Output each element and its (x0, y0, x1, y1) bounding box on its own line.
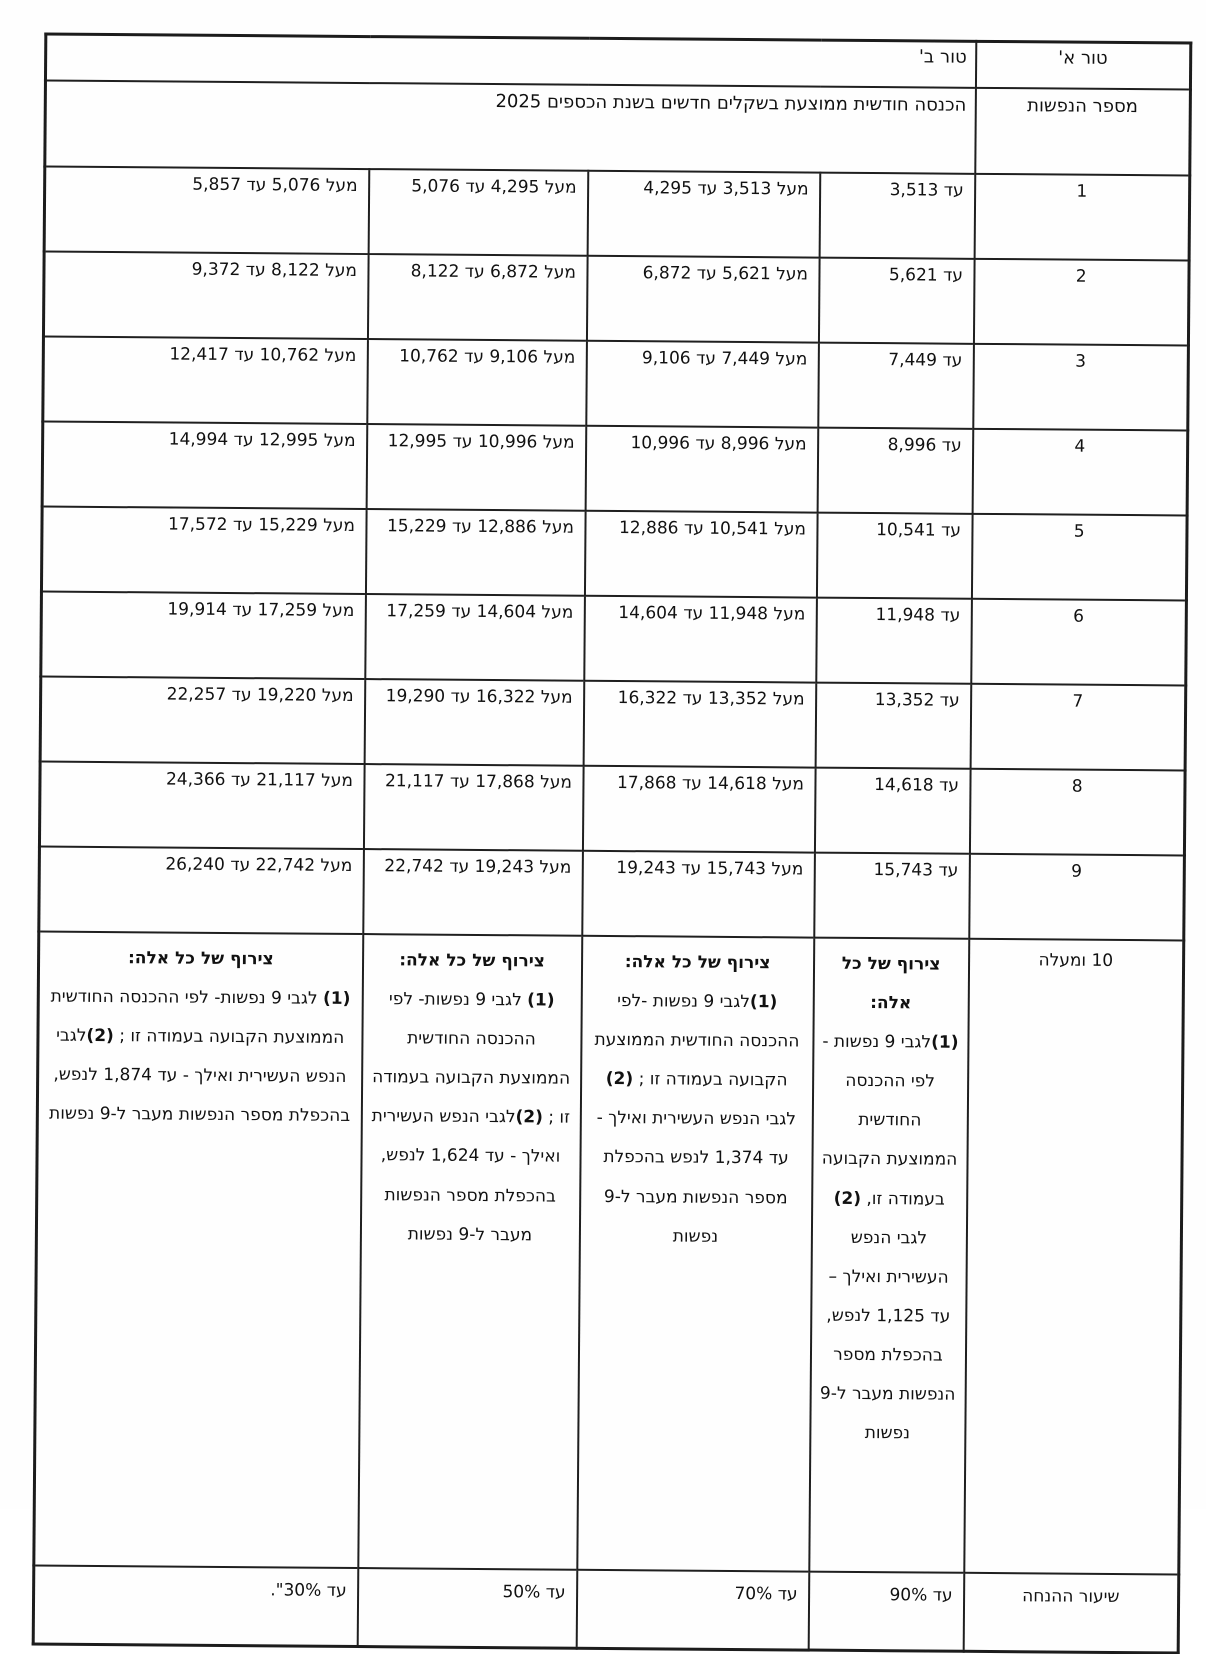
discount-30-cell: עד 30%". (33, 1565, 358, 1646)
income-range-30-cell: מעל 15,229 עד 17,572 (41, 507, 366, 595)
rule-body-text: (1) (527, 990, 555, 1011)
persons-count-cell: 7 (970, 684, 1186, 771)
income-row-6 (41, 592, 1187, 686)
rule-intro-text: צירוף של כל אלה: (841, 953, 941, 1014)
income-range-70-cell: מעל 8,996 עד 10,996 (585, 426, 818, 513)
persons-count-cell: 4 (972, 429, 1188, 516)
income-range-30-cell: מעל 17,259 עד 19,914 (41, 592, 366, 680)
income-range-90-cell: עד 10,541 (816, 513, 972, 599)
income-range-70-cell: מעל 11,948 עד 14,604 (584, 596, 817, 683)
persons-count-cell: 10 ומעלה (964, 939, 1184, 1575)
income-range-50-cell: מעל 19,243 עד 22,742 (363, 849, 583, 936)
income-row-3 (43, 337, 1189, 431)
income-range-70-cell: מעל 15,743 עד 19,243 (582, 851, 815, 938)
income-range-30-cell: מעל 21,117 עד 24,366 (39, 762, 364, 850)
persons-count-cell: 6 (971, 599, 1187, 686)
income-range-50-cell: מעל 16,322 עד 19,290 (364, 679, 584, 766)
rule-body-text: (2) (833, 1188, 862, 1209)
income-range-30-cell: מעל 8,122 עד 9,372 (43, 252, 368, 340)
rule-body-text: לגבי הנפש העשירית ואילך - עד 1,374 לנפש בהכפלת מספר הנפשות מעבר ל-9 נפשות (596, 1108, 797, 1247)
discount-70-cell: עד 70% (576, 1570, 809, 1650)
income-range-70-cell: מעל 7,449 עד 9,106 (586, 341, 819, 428)
persons-count-cell: 5 (971, 514, 1187, 601)
column-b-title: טור ב' (45, 34, 975, 88)
income-discount-table (32, 33, 1193, 1654)
rule-body-text: לגבי 9 נפשות -לפי ההכנסה החודשית הממוצעת הקבועה בעמודה זו ; (594, 991, 800, 1091)
income-range-70-cell: מעל 13,352 עד 16,322 (583, 681, 816, 768)
rule-intro-text: צירוף של כל אלה: (624, 952, 771, 974)
persons-count-cell: 3 (973, 344, 1189, 431)
income-row-8 (39, 762, 1185, 856)
persons-count-cell: 2 (973, 259, 1189, 346)
income-row-2 (43, 252, 1189, 346)
income-range-50-cell: מעל 10,996 עד 12,995 (366, 424, 586, 511)
column-a-title: טור א' (975, 41, 1190, 89)
income-range-90-cell: עד 13,352 (815, 683, 971, 769)
rule-body-text: (2) (515, 1107, 544, 1128)
rule-body-text: לגבי הנפש העשירית ואילך - עד 1,624 לנפש, בהכפלת מספר הנפשות מעבר ל-9 נפשות (371, 1106, 561, 1246)
income-range-30-cell: מעל 22,742 עד 26,240 (39, 847, 364, 935)
income-range-90-cell: עד 11,948 (816, 598, 972, 684)
income-range-30-cell: מעל 12,995 עד 14,994 (42, 422, 367, 510)
persons-count-header: מספר הנפשות (975, 88, 1191, 176)
discount-50-cell: עד 50% (357, 1568, 577, 1648)
persons-count-cell: 9 (969, 854, 1185, 941)
income-row-5 (41, 507, 1187, 601)
income-row-4 (42, 422, 1188, 516)
rule-body-text: (1) (322, 988, 351, 1010)
income-row-7 (40, 677, 1186, 771)
income-range-30-cell: מעל 5,076 עד 5,857 (44, 167, 369, 255)
income-row-9 (39, 847, 1185, 941)
combination-rule-70-cell (577, 936, 814, 1572)
income-range-90-cell: עד 14,618 (814, 768, 970, 854)
income-range-90-cell: עד 5,621 (818, 258, 974, 344)
income-range-90-cell: עד 15,743 (814, 853, 970, 939)
income-range-50-cell: מעל 9,106 עד 10,762 (367, 339, 587, 426)
header-row-column-subtitles (45, 81, 1191, 176)
combination-rule-50-cell (358, 934, 582, 1570)
income-range-30-cell: מעל 10,762 עד 12,417 (43, 337, 368, 425)
income-range-50-cell: מעל 14,604 עד 17,259 (365, 594, 585, 681)
combination-rule-30-cell (34, 932, 363, 1569)
rule-body-text: לגבי 9 נפשות- לפי ההכנסה החודשית הממוצעת הקבועה בעמודה זו ; (372, 989, 571, 1129)
rule-body-text: לגבי 9 נפשות- לפי ההכנסה החודשית הממוצעת הקבועה בעמודה זו ; (50, 986, 345, 1049)
discount-90-cell: עד 90% (808, 1572, 964, 1652)
rule-body-text: לגבי 9 נפשות - לפי ההכנסה החודשית הממוצעת הקבועה בעמודה זו, (821, 1031, 958, 1210)
income-range-50-cell: מעל 12,886 עד 15,229 (365, 509, 585, 596)
discount-rate-label: שיעור ההנחה (963, 1573, 1179, 1653)
income-range-90-cell: עד 7,449 (818, 343, 974, 429)
rule-body-text: לגבי הנפש העשירית ואילך - עד 1,874 לנפש, בהכפלת מספר הנפשות מעבר ל-9 נפשות (48, 1025, 351, 1127)
discount-rate-row (33, 1565, 1179, 1652)
persons-count-cell: 1 (974, 174, 1190, 261)
income-range-30-cell: מעל 19,220 עד 22,257 (40, 677, 365, 765)
rule-body-text: לגבי הנפש העשירית ואילך – עד 1,125 לנפש, בהכפלת מספר הנפשות מעבר ל-9 נפשות (819, 1227, 956, 1444)
rule-body-text: (2) (86, 1026, 114, 1047)
income-range-70-cell: מעל 5,621 עד 6,872 (586, 256, 819, 343)
income-range-90-cell: עד 3,513 (819, 173, 975, 259)
rule-body-text: (1) (749, 992, 778, 1013)
income-range-50-cell: מעל 17,868 עד 21,117 (363, 764, 583, 851)
income-range-50-cell: מעל 6,872 עד 8,122 (367, 254, 587, 341)
monthly-income-header: הכנסה חודשית ממוצעת בשקלים חדשים בשנת הכספים 2025 (45, 81, 976, 174)
rule-intro-text: צירוף של כל אלה: (127, 948, 274, 970)
income-range-50-cell: מעל 4,295 עד 5,076 (368, 169, 588, 256)
rule-body-text: (1) (931, 1032, 959, 1053)
income-range-70-cell: מעל 10,541 עד 12,886 (584, 511, 817, 598)
income-row-10-plus (34, 932, 1184, 1575)
income-range-90-cell: עד 8,996 (817, 428, 973, 514)
rule-intro-text: צירוף של כל אלה: (399, 950, 545, 972)
rule-body-text: (2) (605, 1069, 634, 1090)
persons-count-cell: 8 (969, 769, 1185, 856)
income-range-70-cell: מעל 14,618 עד 17,868 (582, 766, 815, 853)
income-range-70-cell: מעל 3,513 עד 4,295 (587, 171, 820, 258)
combination-rule-90-cell (809, 938, 969, 1573)
income-row-1 (44, 167, 1190, 261)
